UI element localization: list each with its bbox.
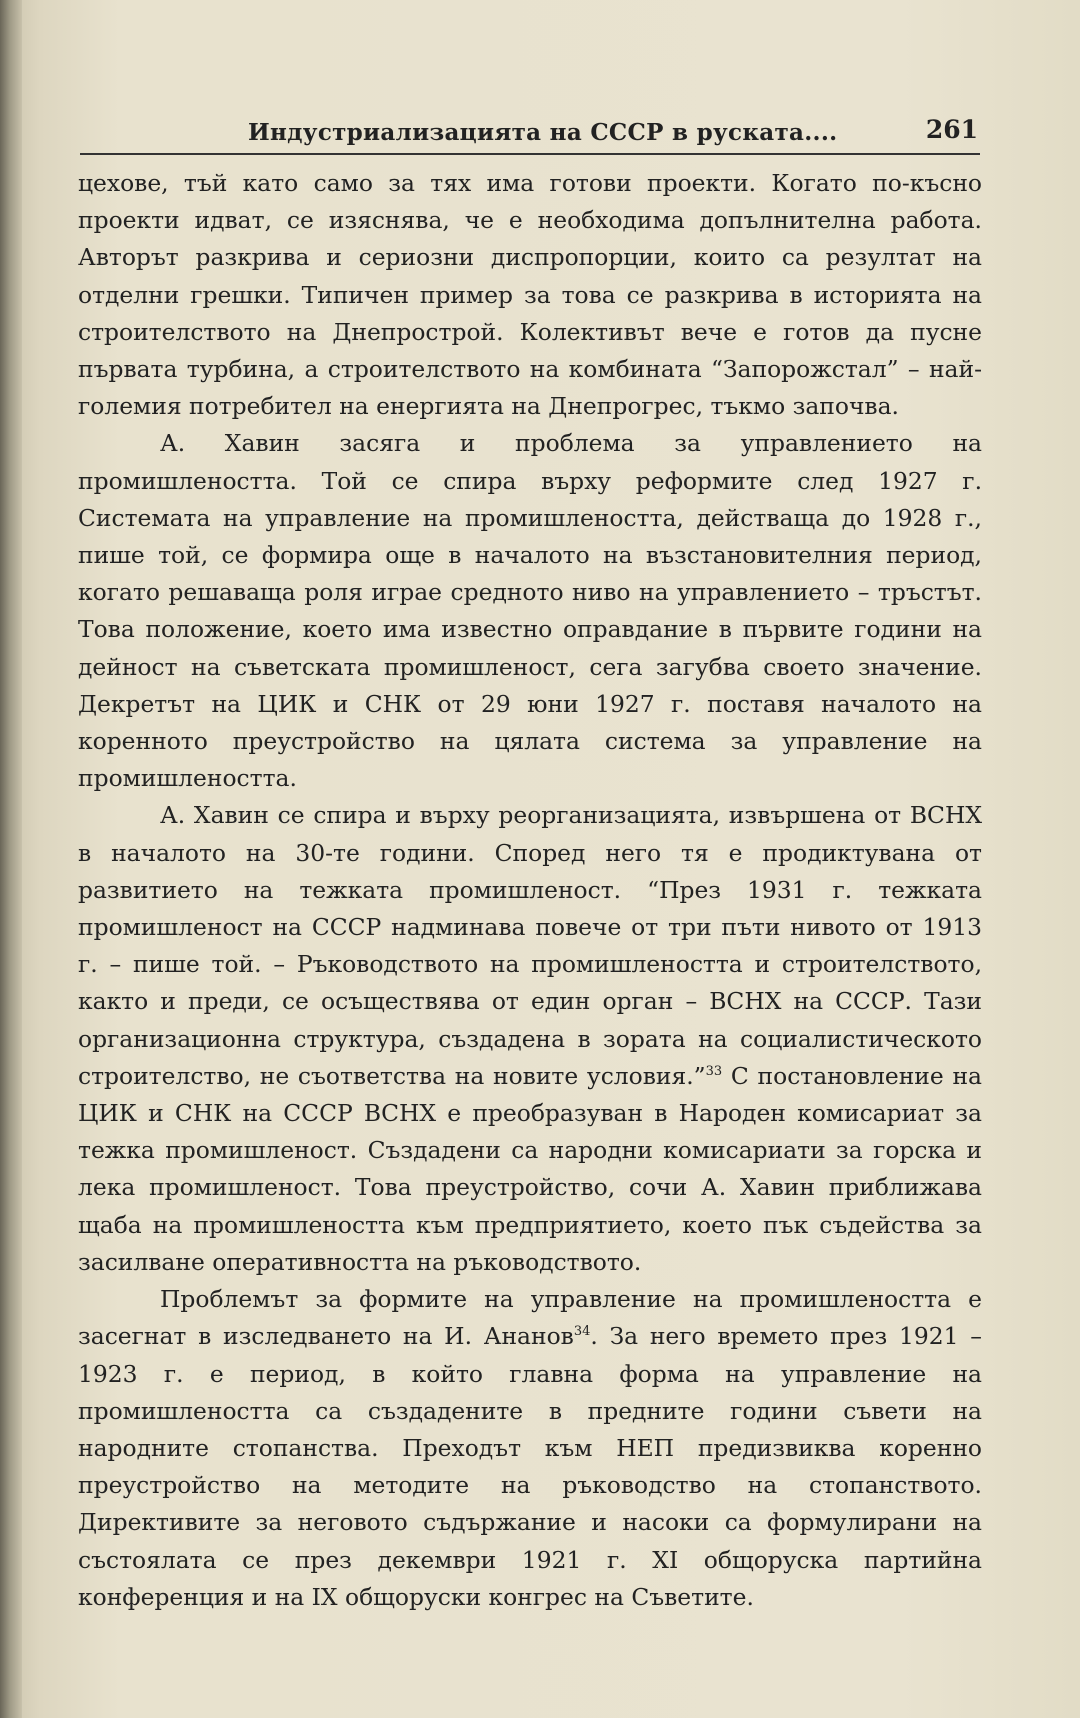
paragraph-3-text-after-note: С постановление на ЦИК и СНК на СССР ВСНХ е преобразуван в Народен комисариат за тежка промишленост. Създадени са народни комисариати за горска и лека промишленост. Това преустройство, сочи А. Хавин приближава щаба на промишлеността към предприятието, което пък съдейства за засилване оперативността на ръководството.	[78, 1061, 982, 1276]
page-number: 261	[925, 115, 978, 144]
paragraph-3	[78, 797, 982, 1281]
paragraph-4-text-before-note: Проблемът за формите на управление на промишлеността е засегнат в изследването на И. Ананов	[78, 1285, 982, 1351]
paragraph-1: цехове, тъй като само за тях има готови проекти. Когато по-късно проекти идват, се изяснява, че е необходима допълнителна работа. Авторът разкрива и сериозни диспропорции, които са резултат на отделни грешки. Типичен пример за това се разкрива в историята на строителството на Днепрострой. Колективът вече е готов да пусне първата турбина, а строителството на комбината “Запорожстал” – най-големия потребител на енергията на Днепрогрес, тъкмо започва.	[78, 169, 982, 421]
running-header-title: Индустриализацията на СССР в руската....	[248, 119, 838, 146]
footnote-reference-33: 33	[705, 1064, 723, 1080]
paragraph-2: А. Хавин засяга и проблема за управлението на промишлеността. Той се спира върху реформите след 1927 г. Системата на управление на промишлеността, действаща до 1928 г., пише той, се формира още в началото на възстановителния период, когато решаваща роля играе средното ниво на управлението – тръстът. Това положение, което има известно оправдание в първите години на дейност на съветската промишленост, сега загубва своето значение. Декретът на ЦИК и СНК от 29 юни 1927 г. поставя началото на коренното преустройство на цялата система за управление на промишлеността.	[78, 429, 982, 793]
paragraph-4	[78, 1281, 982, 1616]
running-header	[80, 113, 980, 155]
paragraph-3-text-before-note: А. Хавин се спира и върху реорганизацията, извършена от ВСНХ в началото на 30-те години. Според него тя е продиктувана от развитието на тежката промишленост. “През 1931 г. тежката промишленост на СССР надминава повече от три пъти нивото от 1913 г. – пише той. – Ръководството на промишлеността и строителството, както и преди, се осъществява от един орган – ВСНХ на СССР. Тази организационна структура, създадена в зората на социалистическото строителство, не съответства на новите условия.”	[78, 801, 982, 1090]
paragraph-4-text-after-note: . За него времето през 1921 – 1923 г. е период, в който главна форма на управление на промишлеността са създадените в предните години съвети на народните стопанства. Преходът към НЕП предизвиква коренно преустройство на методите на ръководство на стопанството. Директивите за неговото съдържание и насоки са формулирани на състоялата се през декември 1921 г. XI общоруска партийна конференция и на IX общоруски конгрес на Съветите.	[78, 1322, 982, 1611]
page-body-text	[78, 165, 982, 1616]
book-spine-shadow	[0, 0, 22, 1718]
footnote-reference-34: 34	[573, 1324, 591, 1340]
